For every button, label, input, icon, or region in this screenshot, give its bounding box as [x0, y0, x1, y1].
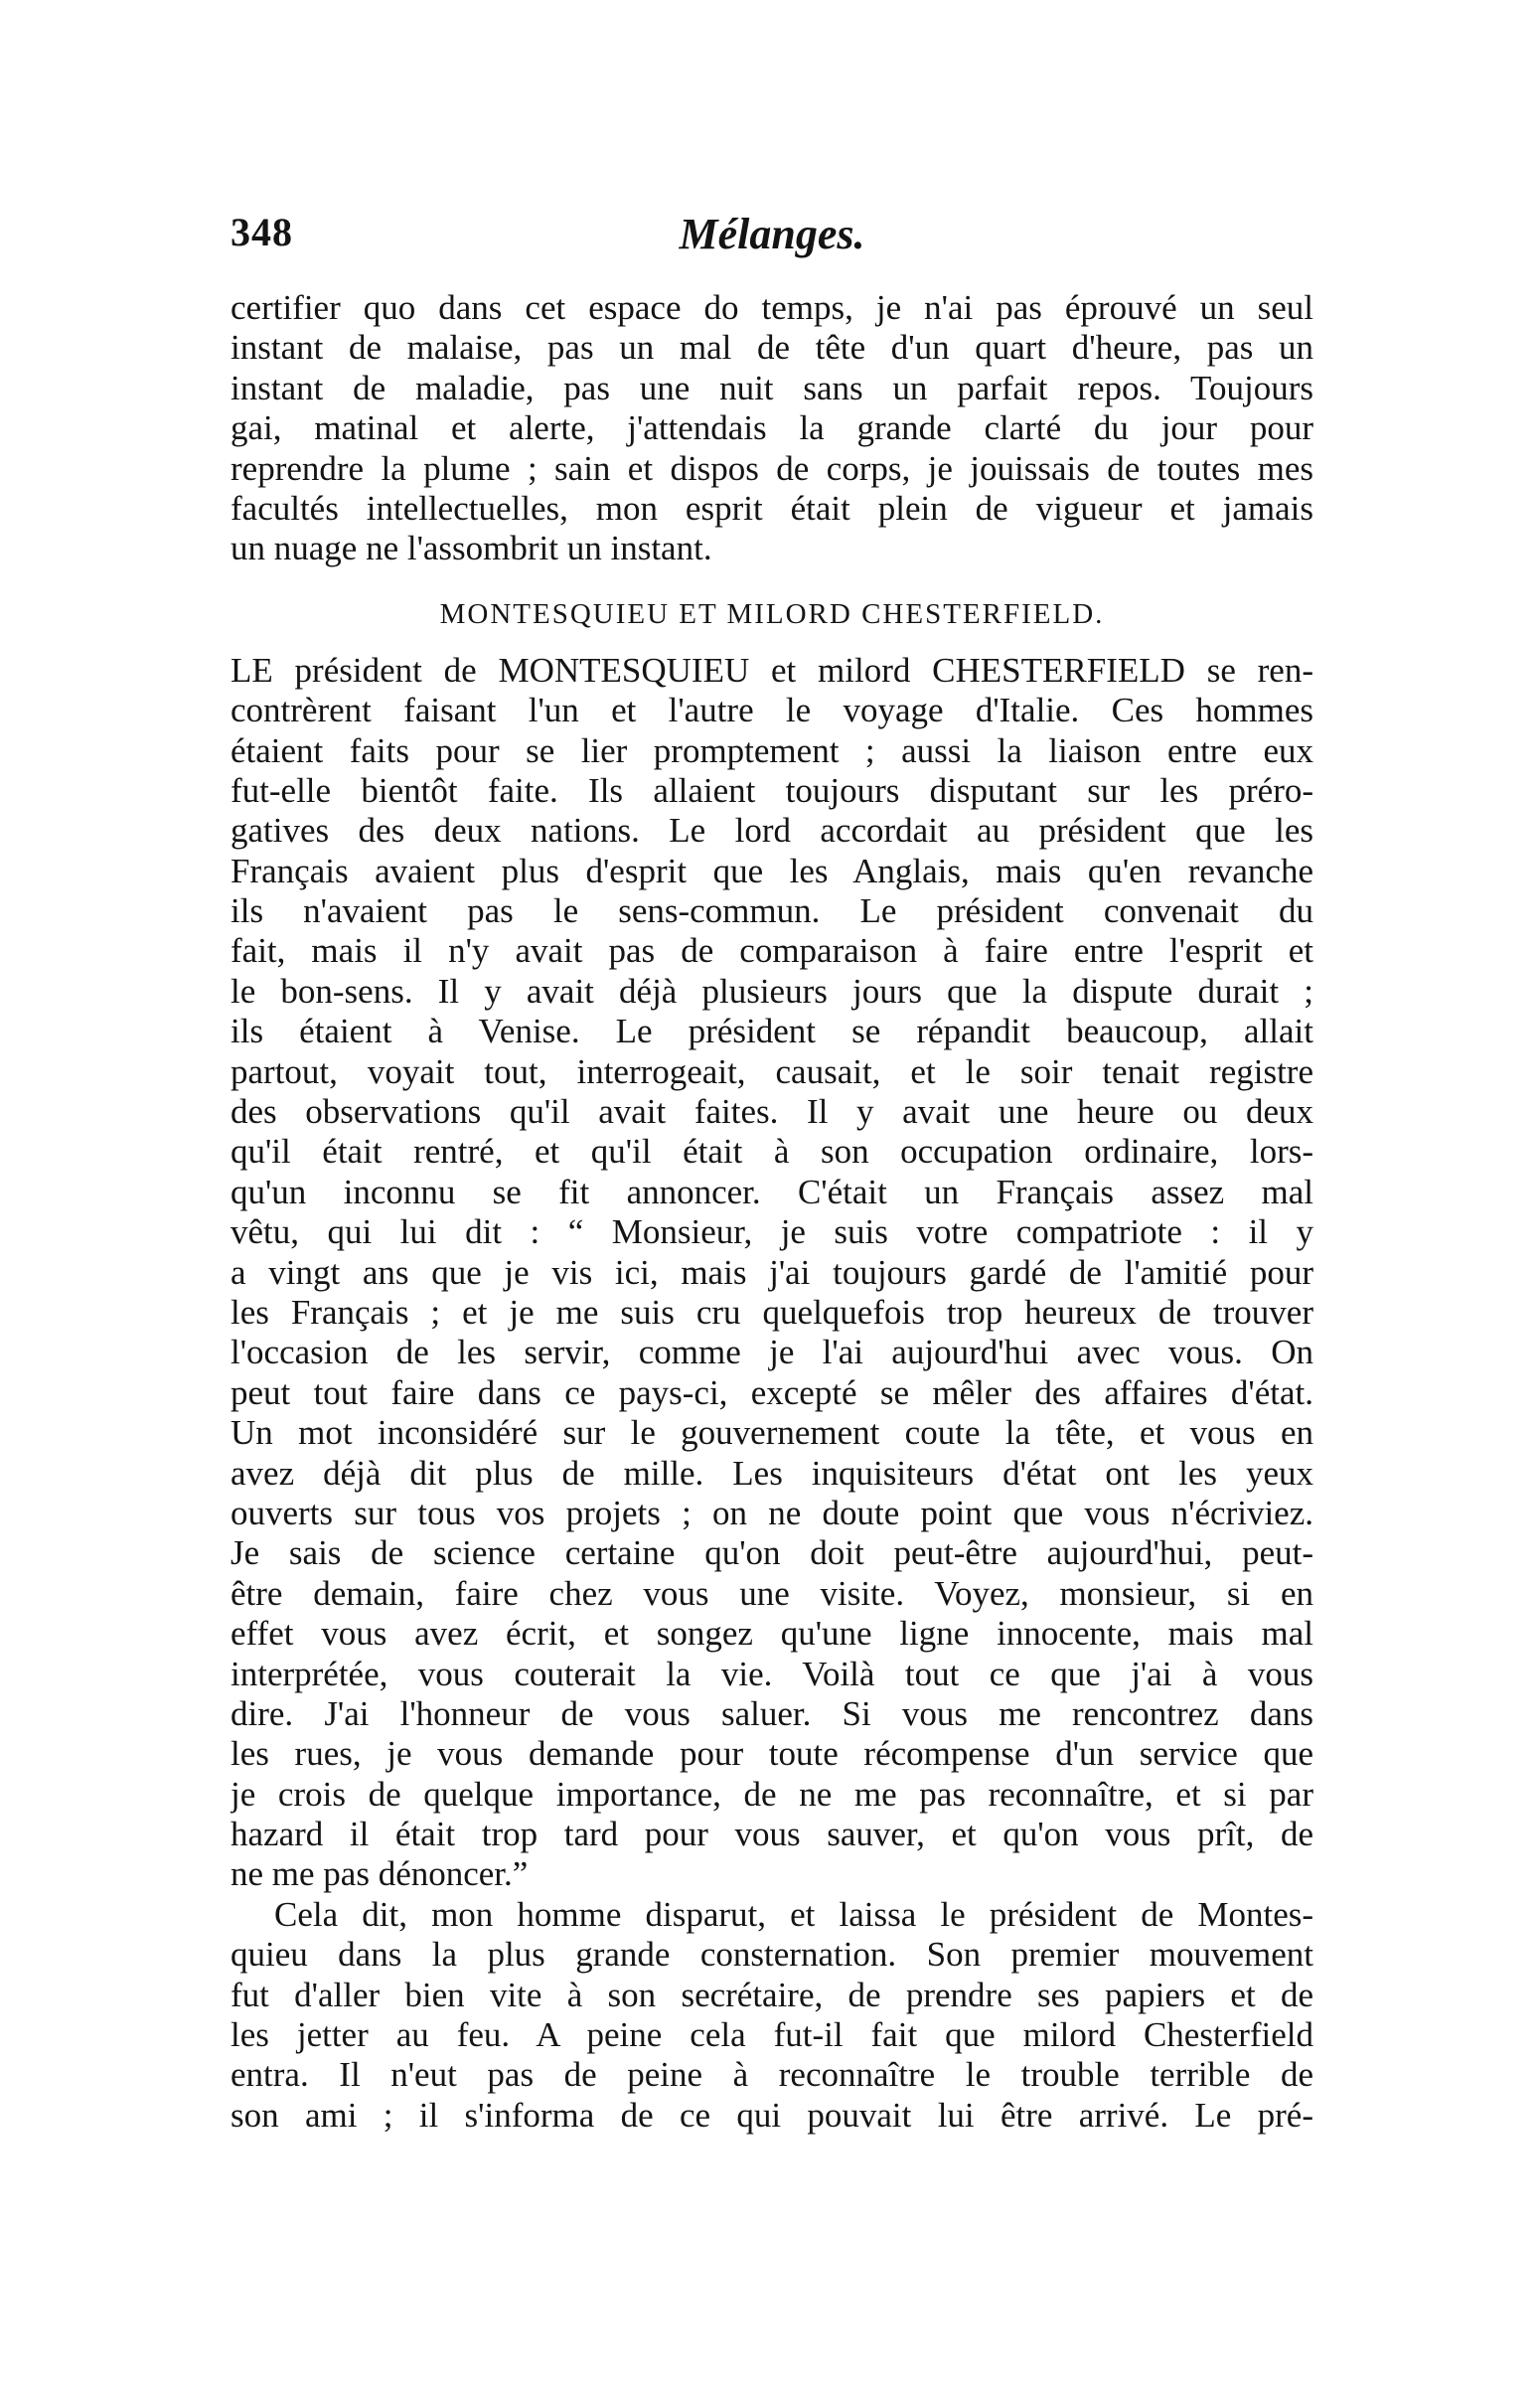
text-line: ils étaient à Venise. Le président se répandit beaucoup, allait — [231, 1012, 1313, 1051]
text-line: les jetter au feu. A peine cela fut-il fait que milord Chesterfield — [231, 2015, 1313, 2055]
text-line: instant de malaise, pas un mal de tête d'un quart d'heure, pas un — [231, 328, 1313, 368]
text-line: ouverts sur tous vos projets ; on ne doute point que vous n'écriviez. — [231, 1493, 1313, 1532]
text-line: ne me pas dénoncer.” — [231, 1854, 529, 1894]
text-line: le bon-sens. Il y avait déjà plusieurs jours que la dispute durait ; — [231, 971, 1313, 1011]
text-line: Cela dit, mon homme disparut, et laissa le président de Montes- — [274, 1894, 1313, 1934]
text-line: être demain, faire chez vous une visite. Voyez, monsieur, si en — [231, 1573, 1313, 1613]
text-line: reprendre la plume ; sain et dispos de corps, je jouissais de toutes mes — [231, 448, 1313, 488]
text-line: vêtu, qui lui dit : “ Monsieur, je suis votre compatriote : il y — [231, 1212, 1313, 1252]
text-line: avez déjà dit plus de mille. Les inquisiteurs d'état ont les yeux — [231, 1453, 1313, 1493]
text-line: LE président de MONTESQUIEU et milord CHESTERFIELD se ren- — [231, 650, 1313, 690]
text-line: entra. Il n'eut pas de peine à reconnaître le trouble terrible de — [231, 2055, 1313, 2095]
intro-paragraph — [231, 288, 1313, 569]
text-line: effet vous avez écrit, et songez qu'une ligne innocente, mais mal — [231, 1614, 1313, 1654]
text-line: dire. J'ai l'honneur de vous saluer. Si vous me rencontrez dans — [231, 1693, 1313, 1733]
text-line: hazard il était trop tard pour vous sauver, et qu'on vous prît, de — [231, 1815, 1313, 1854]
page-number: 348 — [231, 210, 293, 254]
text-line: fut d'aller bien vite à son secrétaire, de prendre ses papiers et de — [231, 1975, 1313, 2014]
text-line: fait, mais il n'y avait pas de comparaison à faire entre l'esprit et — [231, 931, 1313, 971]
text-line: les rues, je vous demande pour toute récompense d'un service que — [231, 1734, 1313, 1774]
text-line: Français avaient plus d'esprit que les Anglais, mais qu'en revanche — [231, 851, 1313, 890]
text-line: partout, voyait tout, interrogeait, causait, et le soir tenait registre — [231, 1051, 1313, 1091]
text-line: qu'un inconnu se fit annoncer. C'était un Français assez mal — [231, 1172, 1313, 1211]
text-line: fut-elle bientôt faite. Ils allaient toujours disputant sur les préro- — [231, 770, 1313, 810]
text-line: instant de maladie, pas une nuit sans un parfait repos. Toujours — [231, 368, 1313, 407]
text-line: contrèrent faisant l'un et l'autre le voyage d'Italie. Ces hommes — [231, 691, 1313, 730]
text-line: étaient faits pour se lier promptement ; aussi la liaison entre eux — [231, 730, 1313, 770]
text-line: interprétée, vous couterait la vie. Voilà tout ce que j'ai à vous — [231, 1654, 1313, 1693]
text-line: des observations qu'il avait faites. Il y avait une heure ou deux — [231, 1092, 1313, 1132]
text-line: Je sais de science certaine qu'on doit peut-être aujourd'hui, peut- — [231, 1533, 1313, 1573]
text-line: gai, matinal et alerte, j'attendais la grande clarté du jour pour — [231, 408, 1313, 448]
text-line: Un mot inconsidéré sur le gouvernement coute la tête, et vous en — [231, 1413, 1313, 1453]
text-line: les Français ; et je me suis cru quelquefois trop heureux de trouver — [231, 1292, 1313, 1332]
text-line: facultés intellectuelles, mon esprit était plein de vigueur et jamais — [231, 488, 1313, 528]
text-line: gatives des deux nations. Le lord accordait au président que les — [231, 811, 1313, 851]
text-line: peut tout faire dans ce pays-ci, excepté se mêler des affaires d'état. — [231, 1372, 1313, 1412]
text-line: l'occasion de les servir, comme je l'ai aujourd'hui avec vous. On — [231, 1333, 1313, 1372]
section-heading: MONTESQUIEU ET MILORD CHESTERFIELD. — [439, 597, 1105, 630]
text-line: qu'il était rentré, et qu'il était à son occupation ordinaire, lors- — [231, 1132, 1313, 1172]
text-line: un nuage ne l'assombrit un instant. — [231, 529, 712, 568]
running-title: Mélanges. — [679, 210, 865, 258]
page-header — [231, 209, 1313, 268]
paragraph-1 — [231, 651, 1313, 1895]
text-line: a vingt ans que je vis ici, mais j'ai toujours gardé de l'amitié pour — [231, 1252, 1313, 1292]
text-line: ils n'avaient pas le sens-commun. Le président convenait du — [231, 891, 1313, 931]
paragraph-2 — [231, 1895, 1313, 2136]
text-line: je crois de quelque importance, de ne me pas reconnaître, et si par — [231, 1774, 1313, 1814]
text-line: quieu dans la plus grande consternation. Son premier mouvement — [231, 1935, 1313, 1975]
page-body — [231, 288, 1313, 2136]
text-line: son ami ; il s'informa de ce qui pouvait lui être arrivé. Le pré- — [231, 2095, 1313, 2135]
text-line: certifier quo dans cet espace do temps, je n'ai pas éprouvé un seul — [231, 288, 1313, 327]
